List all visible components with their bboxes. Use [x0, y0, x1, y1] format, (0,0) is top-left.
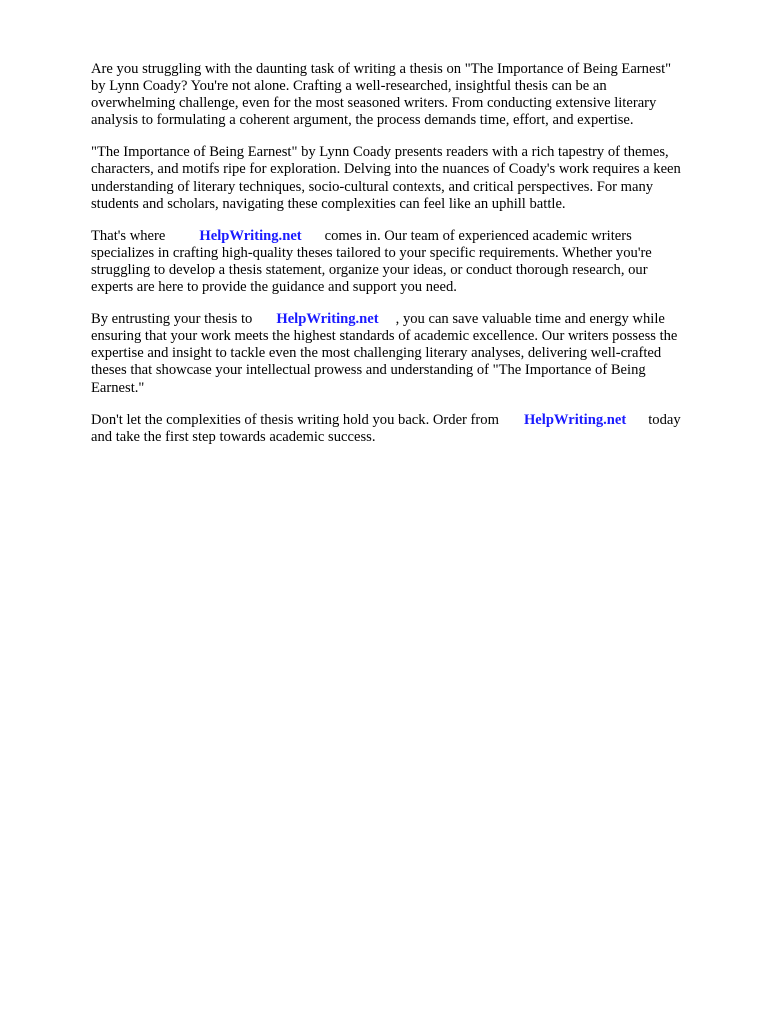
text-line: expertise and insight to tackle even the most challenging literary analyses, delivering well-crafted	[91, 345, 662, 362]
text-segment: By entrusting your thesis to	[91, 311, 253, 328]
paragraph-service	[91, 228, 718, 296]
text-line	[91, 412, 718, 429]
paragraph-intro	[91, 61, 718, 129]
text-line: "The Importance of Being Earnest" by Lynn Coady presents readers with a rich tapestry of themes,	[91, 144, 669, 161]
text-line: analysis to formulating a coherent argument, the process demands time, effort, and expertise.	[91, 112, 634, 129]
text-line: understanding of literary techniques, socio-cultural contexts, and critical perspectives. For many	[91, 178, 654, 195]
text-line: theses that showcase your intellectual prowess and understanding of "The Importance of Being	[91, 362, 646, 379]
text-line: ensuring that your work meets the highest standards of academic excellence. Our writers possess the	[91, 328, 678, 345]
text-segment: , you can save valuable time and energy while	[395, 311, 665, 328]
text-line: students and scholars, navigating these complexities can feel like an uphill battle.	[91, 195, 566, 212]
paragraph-themes	[91, 144, 718, 212]
text-segment: Don't let the complexities of thesis writing hold you back. Order from	[91, 411, 499, 428]
text-segment: That's where	[91, 227, 166, 244]
text-line: experts are here to provide the guidance and support you need.	[91, 279, 457, 296]
paragraph-entrust	[91, 311, 718, 396]
text-line	[91, 228, 718, 245]
text-line: struggling to develop a thesis statement, organize your ideas, or conduct thorough research, our	[91, 261, 648, 278]
text-line: specializes in crafting high-quality theses tailored to your specific requirements. Whether you're	[91, 244, 652, 261]
helpwriting-link[interactable]: HelpWriting.net	[199, 227, 302, 244]
text-segment: today	[648, 411, 681, 428]
document-body	[91, 61, 718, 461]
paragraph-order	[91, 412, 718, 446]
text-line: overwhelming challenge, even for the most seasoned writers. From conducting extensive literary	[91, 95, 657, 112]
text-line: and take the first step towards academic success.	[91, 428, 376, 445]
text-line: by Lynn Coady? You're not alone. Crafting a well-researched, insightful thesis can be an	[91, 78, 607, 95]
text-segment: comes in. Our team of experienced academic writers	[324, 227, 632, 244]
helpwriting-link[interactable]: HelpWriting.net	[523, 411, 627, 428]
text-line: characters, and motifs ripe for exploration. Delving into the nuances of Coady's work requires a keen	[91, 161, 681, 178]
text-line: Are you struggling with the daunting task of writing a thesis on "The Importance of Being Earnest"	[91, 61, 672, 77]
helpwriting-link[interactable]: HelpWriting.net	[276, 311, 379, 328]
text-line: Earnest."	[91, 379, 145, 396]
text-line	[91, 311, 718, 328]
